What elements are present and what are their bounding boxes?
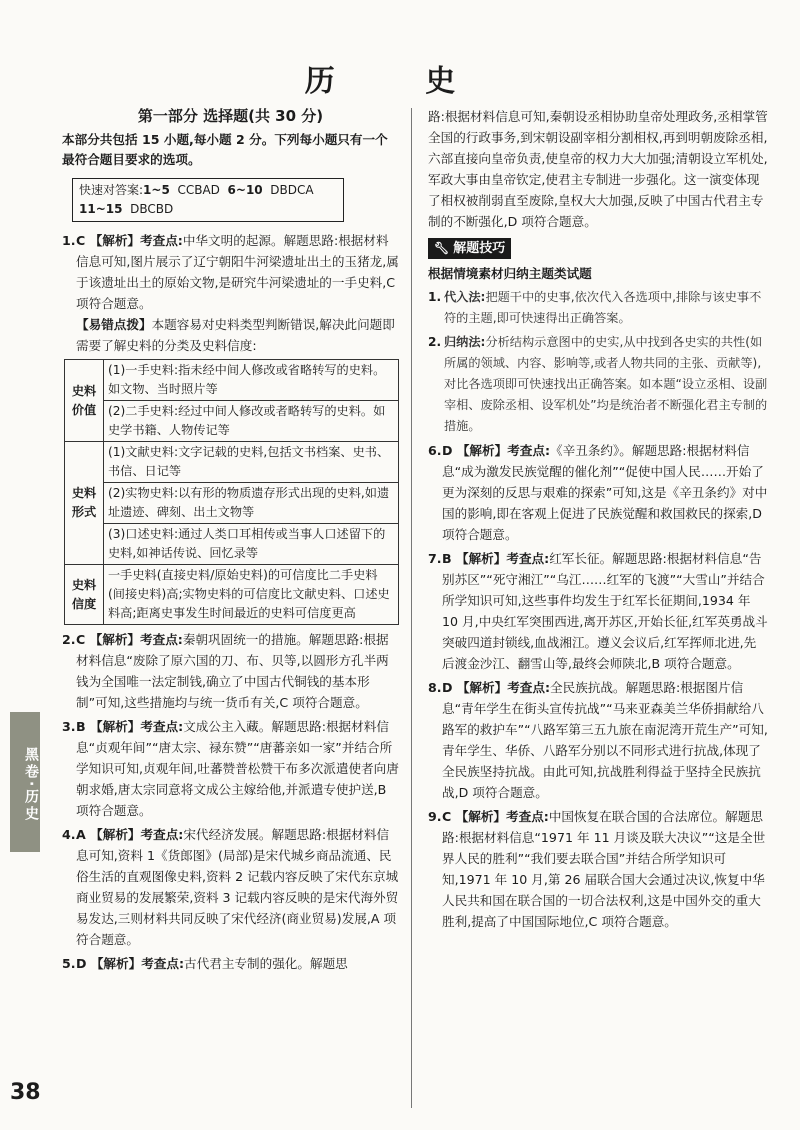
answer-item-7 (428, 548, 768, 674)
item-body: 中华文明的起源。解题思路:根据材料信息可知,图片展示了辽宁朝阳牛河梁遗址出土的玉猪龙,属于该遗址出土的原始文物,是研究牛河梁遗址的一手史料,C 项符合题意。 (76, 233, 399, 311)
item-head: D 【解析】考查点: (442, 680, 551, 695)
tip-text: 把题干中的史事,依次代入各选项中,排除与该史事不符的主题,即可快速得出正确答案。 (444, 290, 762, 325)
item-head: C 【解析】考查点: (76, 233, 183, 248)
item-number: 6. (428, 443, 442, 458)
table-cell: (3)口述史料:通过人类口耳相传或当事人口述留下的史料,如神话传说、回忆录等 (104, 524, 399, 565)
source-types-table (64, 359, 399, 625)
answer-item-8 (428, 677, 768, 803)
item-number: 5. (62, 956, 76, 971)
tip-number: 1. (428, 290, 442, 304)
item-head: B 【解析】考查点: (442, 551, 550, 566)
tip-item-2 (428, 332, 768, 437)
wrench-icon: 🔧︎ (434, 241, 450, 255)
answer-key-answers-3: DBCBD (130, 202, 174, 216)
tips-title: 根据情境素材归纳主题类试题 (428, 266, 592, 281)
column-divider (411, 108, 412, 1108)
item-body: 全民族抗战。解题思路:根据图片信息“青年学生在街头宣传抗战”“马来亚森美兰华侨捐献给八路军的救护车”“八路军第三五九旅在南泥湾开荒生产”可知,青年学生、华侨、八路军分别以不同形式进行抗战,体现了全民族坚持抗战。由此可知,抗战胜利得益于坚持全民族抗战,D 项符合题意。 (442, 680, 768, 800)
table-cell: (2)实物史料:以有形的物质遗存形式出现的史料,如遗址遗迹、碑刻、出土文物等 (104, 483, 399, 524)
side-tab: 黑卷·历史 (10, 712, 40, 852)
tip-label: 代入法: (444, 290, 486, 304)
answer-item-5-continued: 路:根据材料信息可知,秦朝设丞相协助皇帝处理政务,丞相掌管全国的行政事务,到宋朝设副宰相分割相权,再到明朝废除丞相,六部直接向皇帝负责,使皇帝的权力大大加强;清朝设立军机处,军政大事由皇帝钦定,使君主专制进一步强化。这一演变体现了相权被削弱直至废除,皇权大大加强,反映了中国古代君主专制的不断强化,D 项符合题意。 (428, 109, 768, 229)
right-column (428, 106, 768, 932)
item-body: 文成公主入藏。解题思路:根据材料信息“贞观年间”“唐太宗、禄东赞”“唐蕃亲如一家”并结合所学知识可知,贞观年间,吐蕃赞普松赞干布多次派遣使者向唐朝求婚,唐太宗同意将文成公主嫁给他,并派遣专使护送,B 项符合题意。 (76, 719, 399, 818)
table-cell: (1)一手史料:指未经中间人修改或省略转写的史料。如文物、当时照片等 (104, 360, 399, 401)
page-number: 38 (10, 1080, 41, 1105)
item-number: 9. (428, 809, 442, 824)
table-head-form: 史料形式 (65, 442, 104, 565)
tips-header-label: 解题技巧 (453, 241, 506, 256)
item-number: 1. (62, 233, 76, 248)
tip-number: 2. (428, 335, 442, 349)
answer-key-range-2: 6~10 (227, 183, 263, 197)
item-number: 3. (62, 719, 76, 734)
answer-item-2 (62, 629, 399, 713)
item-number: 8. (428, 680, 442, 695)
answer-key-label: 快速对答案: (79, 183, 144, 197)
section-title: 第一部分 选择题(共 30 分) (137, 107, 324, 125)
answer-item-1 (62, 230, 399, 356)
table-cell: (2)二手史料:经过中间人修改或者略转写的史料。如史学书籍、人物传记等 (104, 401, 399, 442)
table-cell: 一手史料(直接史料/原始史料)的可信度比二手史料(间接史料)高;实物史料的可信度比文献史料、口述史料高;距离史事发生时间最近的史料可信度更高 (104, 565, 399, 625)
answer-item-5 (62, 953, 399, 974)
table-head-value: 史料价值 (65, 360, 104, 442)
item-body: 中国恢复在联合国的合法席位。解题思路:根据材料信息“1971 年 11 月谈及联大决议”“这是全世界人民的胜利”“我们要去联合国”并结合所学知识可知,1971 年 10 月,第 26 届联合国大会通过决议,恢复中华人民共和国在联合国的一切合法权利,这是中国外交的重大胜利,提高了中国国际地位,C 项符合题意。 (442, 809, 766, 929)
tip-text: 分析结构示意图中的史实,从中找到各史实的共性(如所属的领域、内容、影响等,或者人物共同的主张、贡献等),对比各选项即可快速找出正确答案。如本题“设立丞相、设副宰相、废除丞相、设军机处”均是统治者不断强化君主专制的措施。 (444, 335, 768, 433)
item-head: D 【解析】考查点: (76, 956, 185, 971)
table-cell: (1)文献史料:文字记载的史料,包括文书档案、史书、书信、日记等 (104, 442, 399, 483)
answer-key-range-3: 11~15 (79, 202, 123, 216)
item-head: A 【解析】考查点: (76, 827, 184, 842)
item-head: B 【解析】考查点: (76, 719, 184, 734)
item-body: 《辛丑条约》。解题思路:根据材料信息“成为激发民族觉醒的催化剂”“促使中国人民……开始了更为深刻的反思与艰难的探索”可知,这是《辛丑条约》对中国的影响,即在客观上促进了民族觉醒和救国救民的探索,D 项符合题意。 (442, 443, 768, 542)
answer-key-range-1: 1~5 (143, 183, 170, 197)
answer-item-3 (62, 716, 399, 821)
error-tip-label: 【易错点拨】 (76, 317, 152, 332)
item-body: 宋代经济发展。解题思路:根据材料信息可知,资料 1《货郎图》(局部)是宋代城乡商品流通、民俗生活的直观图像史料,资料 2 记载内容反映了宋代东京城商业贸易的发展繁荣,资料 3 记载内容反映的是宋代海外贸易发达,三则材料共同反映了宋代经济(商业贸易)发展,A 项符合题意。 (76, 827, 399, 947)
answer-item-4 (62, 824, 399, 950)
item-body: 秦朝巩固统一的措施。解题思路:根据材料信息“废除了原六国的刀、布、贝等,以圆形方孔半两钱为全国唯一法定制钱,确立了中国古代铜钱的基本形制”可知,这些措施均与统一货币有关,C 项符合题意。 (76, 632, 389, 710)
tip-label: 归纳法: (444, 335, 486, 349)
item-head: C 【解析】考查点: (76, 632, 183, 647)
answer-key-answers-2: DBDCA (270, 183, 314, 197)
item-number: 7. (428, 551, 442, 566)
answer-key-answers-1: CCBAD (177, 183, 220, 197)
tips-header (428, 238, 511, 259)
left-column (62, 104, 399, 974)
answer-item-9 (428, 806, 768, 932)
section-intro: 本部分共包括 15 小题,每小题 2 分。下列每小题只有一个最符合题目要求的选项。 (62, 132, 388, 167)
table-head-reliability: 史料信度 (65, 565, 104, 625)
answer-item-6 (428, 440, 768, 545)
page-title: 历 史 (304, 64, 496, 99)
item-body: 红军长征。解题思路:根据材料信息“告别苏区”“死守湘江”“乌江……红军的飞渡”“大雪山”并结合所学知识可知,这些事件均发生于红军长征期间,1934 年 10 月,中央红军突围西进,离开苏区,开始长征,红军英勇战斗突破四道封锁线,血战湘江。遵义会议后,红军挥师北进,先后渡金沙江、翻雪山等,最终会师陕北,B 项符合题意。 (442, 551, 768, 671)
item-body: 古代君主专制的强化。解题思 (184, 956, 348, 971)
item-number: 2. (62, 632, 76, 647)
tip-item-1 (428, 287, 768, 329)
item-head: C 【解析】考查点: (442, 809, 549, 824)
answer-key-box (72, 178, 344, 222)
item-head: D 【解析】考查点: (442, 443, 551, 458)
item-number: 4. (62, 827, 76, 842)
error-tip-text: 本题容易对史料类型判断错误,解决此问题即需要了解史料的分类及史料信度: (76, 317, 395, 353)
